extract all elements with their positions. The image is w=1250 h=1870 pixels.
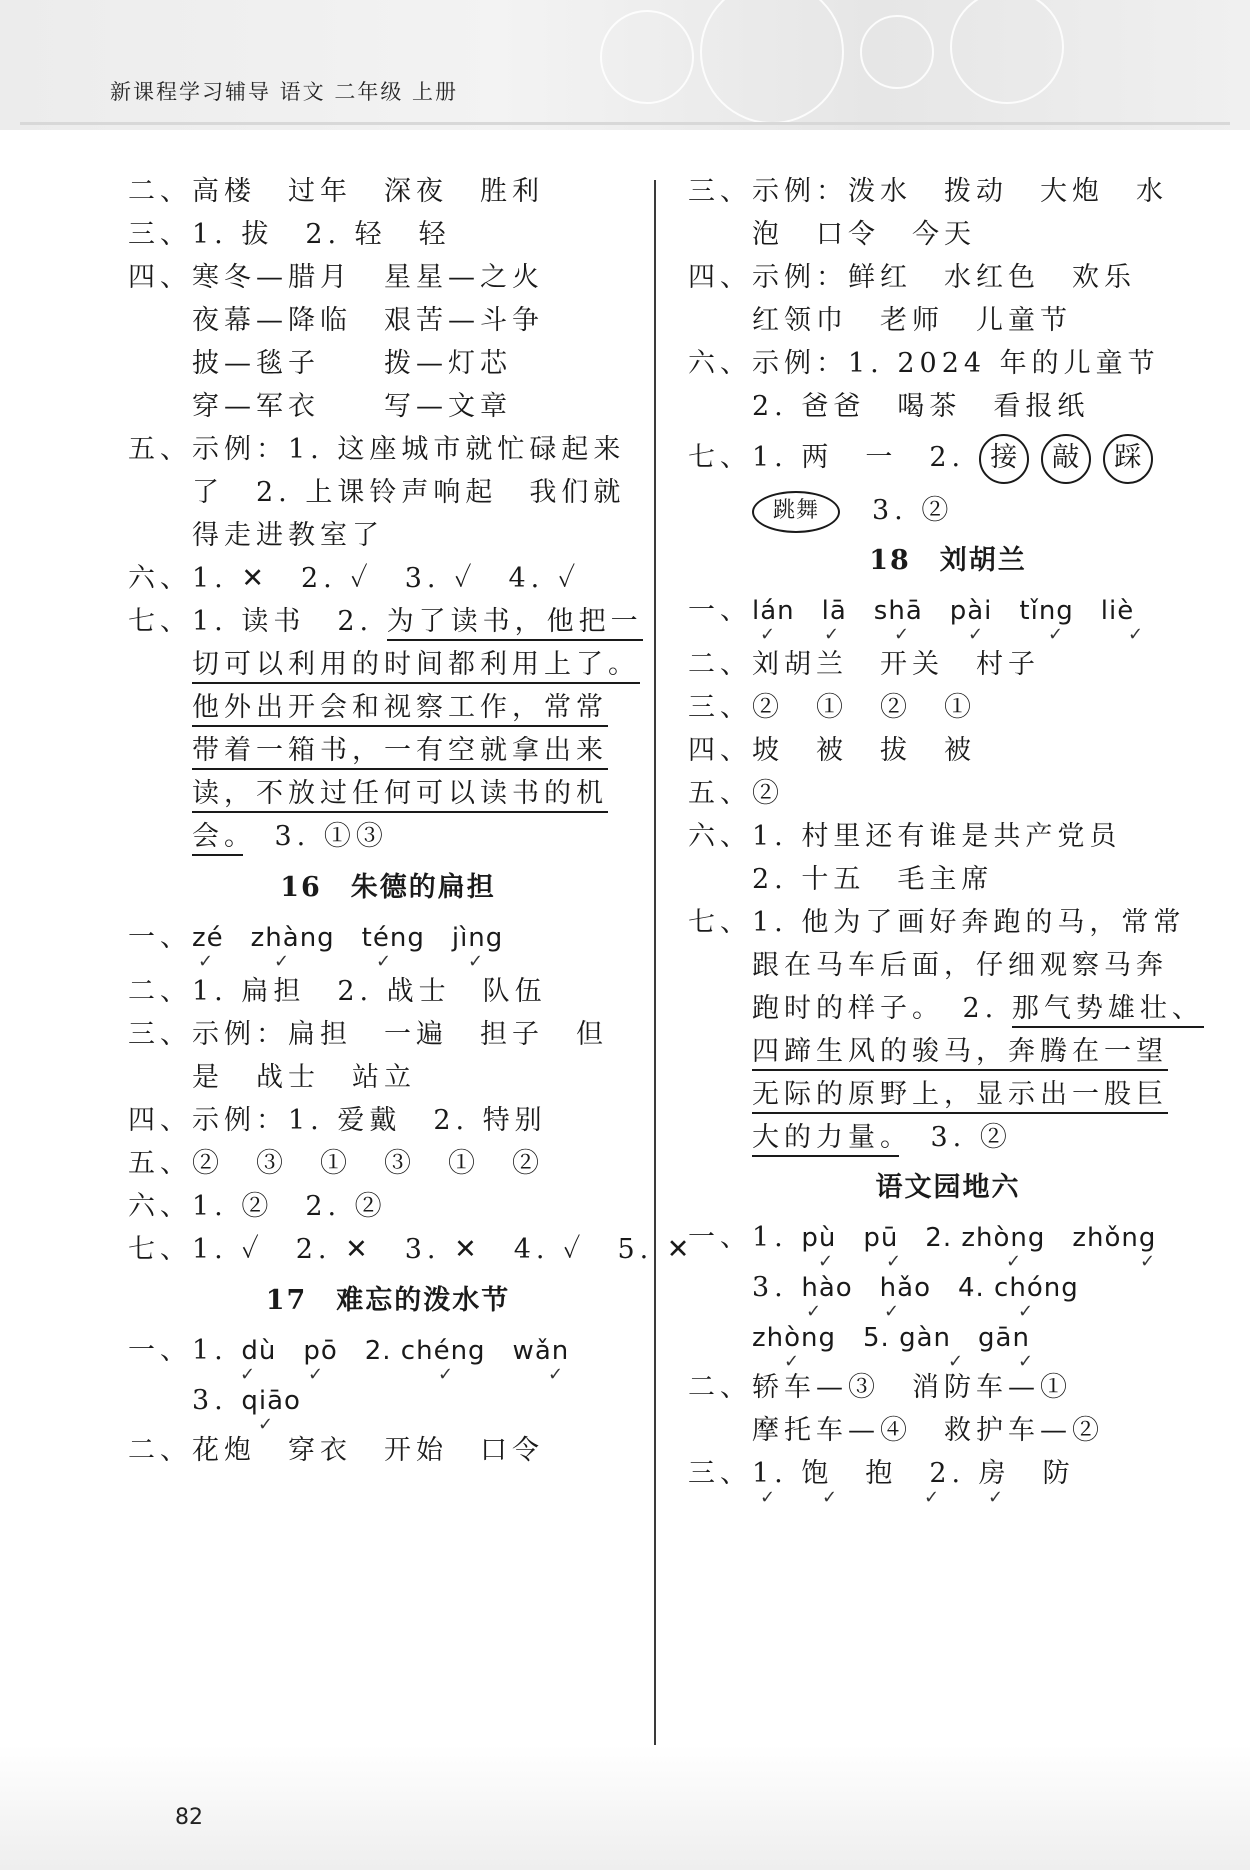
answer-text: 一、1. (128, 1335, 242, 1366)
answer-line (192, 648, 640, 682)
column-divider (654, 180, 656, 1745)
book-header-title: 新课程学习辅导 语文 二年级 上册 (110, 80, 459, 104)
underlined-answer: 无际的原野上，显示出一股巨 (752, 1079, 1168, 1114)
check-mark: ✓ (274, 951, 290, 972)
check-mark: ✓ (988, 1487, 1004, 1508)
answer-line: 五、② (688, 778, 784, 809)
answer-line: 七、1. ✓ 2. ✕ 3. ✕ 4. ✓ 5. ✕ (128, 1234, 695, 1265)
underlined-answer: 四蹄生风的骏马，奔腾在一望 (752, 1036, 1168, 1071)
check-mark: ✓ (240, 1364, 256, 1385)
answer-line: 三、示例：泼水 拨动 大炮 水 (688, 176, 1168, 207)
answer-line: 二、花炮 穿衣 开始 口令 (128, 1435, 544, 1466)
pinyin-answer: lán lā shā pài tǐng liè (752, 596, 1135, 626)
answer-line: 六、1. ② 2. ② (128, 1191, 387, 1222)
header-decoration (860, 15, 934, 89)
check-mark: ✓ (818, 1251, 834, 1272)
check-mark: ✓ (308, 1364, 324, 1385)
answer-line (752, 992, 1204, 1026)
check-mark: ✓ (258, 1414, 274, 1435)
answer-line (128, 605, 643, 639)
answer-line (192, 820, 388, 854)
check-mark: ✓ (784, 1351, 800, 1372)
answer-line: 了 2. 上课铃声响起 我们就 (192, 477, 626, 508)
underlined-answer: 读，不放过任何可以读书的机 (192, 778, 608, 813)
answer-line (688, 1221, 1156, 1255)
answer-line: 跟在马车后面，仔细观察马奔 (752, 950, 1168, 981)
check-mark: ✓ (198, 951, 214, 972)
answer-line: 四、坡 被 拔 被 (688, 735, 976, 766)
check-mark: ✓ (760, 624, 776, 645)
answer-text: 3. ② (840, 495, 954, 526)
answer-line (128, 1334, 569, 1368)
answer-line: 五、示例：1. 这座城市就忙碌起来 (128, 434, 626, 465)
answer-line (752, 1121, 1012, 1155)
pinyin-answer: zé zhàng téng jìng (192, 923, 504, 953)
check-mark: ✓ (806, 1301, 822, 1322)
check-mark: ✓ (760, 1487, 776, 1508)
answer-line (752, 490, 953, 533)
pinyin-answer: pù pū 2. zhòng zhǒng (801, 1223, 1157, 1253)
answer-line: 三、1. 饱 抱 2. 房 防 (688, 1458, 1075, 1489)
answer-line: 四、示例：鲜红 水红色 欢乐 (688, 262, 1136, 293)
check-mark: ✓ (1018, 1351, 1034, 1372)
answer-line: 二、轿车—③ 消防车—① (688, 1372, 1072, 1403)
answer-text: 3. (192, 1385, 242, 1416)
answer-line: 穿—军衣 写—文章 (192, 391, 512, 422)
pinyin-answer: hào hǎo 4. chóng (801, 1273, 1079, 1303)
answer-line: 2. 十五 毛主席 (752, 864, 994, 895)
answer-line: 四、寒冬—腊月 星星—之火 (128, 262, 544, 293)
answer-line (688, 433, 1165, 484)
answer-text: 一、 (128, 922, 192, 953)
pinyin-answer: qiāo (241, 1386, 301, 1416)
answer-line: 红领巾 老师 儿童节 (752, 305, 1072, 336)
check-mark: ✓ (894, 624, 910, 645)
answer-line: 夜幕—降临 艰苦—斗争 (192, 305, 544, 336)
underlined-answer: 那气势雄壮、 (1012, 993, 1204, 1028)
answer-line: 三、示例：扁担 一遍 担子 但 (128, 1019, 608, 1050)
answer-line: 七、1. 他为了画好奔跑的马，常常 (688, 907, 1186, 938)
check-mark: ✓ (924, 1487, 940, 1508)
section-title: 语文园地六 (875, 1172, 1021, 1203)
check-mark: ✓ (548, 1364, 564, 1385)
underlined-answer: 带着一箱书，一有空就拿出来 (192, 735, 608, 770)
header-rule (20, 122, 1230, 125)
answer-line (192, 691, 608, 725)
answer-text: 一、1. (688, 1222, 802, 1253)
answer-line: 摩托车—④ 救护车—② (752, 1415, 1104, 1446)
answer-line: 披—毯子 拨—灯芯 (192, 348, 512, 379)
answer-line: 二、高楼 过年 深夜 胜利 (128, 176, 544, 207)
answer-line: 四、示例：1. 爱戴 2. 特别 (128, 1105, 547, 1136)
lesson-title: 16 朱德的扁担 (280, 872, 496, 903)
answer-line: 五、② ③ ① ③ ① ② (128, 1148, 544, 1179)
pinyin-answer: zhòng 5. gàn gān (752, 1323, 1030, 1353)
circled-character: 接 (979, 434, 1029, 484)
underlined-answer: 为了读书，他把一 (387, 606, 643, 641)
header-band (0, 0, 1250, 130)
answer-line (752, 1035, 1168, 1069)
page-number: 82 (175, 1805, 203, 1830)
answer-line: 二、刘胡兰 开关 村子 (688, 649, 1040, 680)
answer-line (192, 734, 608, 768)
pinyin-answer: dù pō 2. chéng wǎn (241, 1336, 570, 1366)
circled-word: 跳舞 (752, 491, 840, 533)
answer-line (192, 777, 608, 811)
answer-text: 七、1. 两 一 2. (688, 442, 979, 473)
check-mark: ✓ (468, 951, 484, 972)
check-mark: ✓ (1006, 1251, 1022, 1272)
answer-line (752, 1271, 1079, 1305)
circled-character: 踩 (1103, 434, 1153, 484)
answer-line: 六、1. ✕ 2. ✓ 3. ✓ 4. ✓ (128, 563, 581, 594)
lesson-title: 17 难忘的泼水节 (265, 1285, 511, 1316)
underlined-answer: 他外出开会和视察工作，常常 (192, 692, 608, 727)
answer-line: 是 战士 站立 (192, 1062, 416, 1093)
answer-line (128, 921, 503, 955)
header-decoration (600, 10, 694, 104)
answer-text: 七、1. 读书 2. (128, 606, 387, 637)
answer-line: 三、② ① ② ① (688, 692, 976, 723)
answer-text: 跑时的样子。 2. (752, 993, 1012, 1024)
answer-line: 六、1. 村里还有谁是共产党员 (688, 821, 1122, 852)
answer-line: 2. 爸爸 喝茶 看报纸 (752, 391, 1090, 422)
check-mark: ✓ (1128, 624, 1144, 645)
answer-text: 3. (752, 1272, 802, 1303)
check-mark: ✓ (822, 1487, 838, 1508)
check-mark: ✓ (1048, 624, 1064, 645)
check-mark: ✓ (438, 1364, 454, 1385)
circled-character: 敲 (1041, 434, 1091, 484)
answer-line (752, 1321, 1030, 1355)
underlined-answer: 会。 (192, 821, 243, 856)
answer-line (192, 1384, 301, 1418)
check-mark: ✓ (968, 624, 984, 645)
answer-text: 一、 (688, 595, 752, 626)
check-mark: ✓ (948, 1351, 964, 1372)
answer-line (752, 1078, 1168, 1112)
answer-line: 三、1. 拔 2. 轻 轻 (128, 219, 451, 250)
answer-line: 得走进教室了 (192, 520, 384, 551)
answer-text: 3. ①③ (242, 821, 388, 852)
answer-line (688, 594, 1134, 628)
underlined-answer: 切可以利用的时间都利用上了。 (192, 649, 640, 684)
check-mark: ✓ (1018, 1301, 1034, 1322)
check-mark: ✓ (1140, 1251, 1156, 1272)
header-decoration (950, 0, 1064, 104)
header-decoration (700, 0, 844, 124)
lesson-title: 18 刘胡兰 (869, 545, 1027, 576)
answer-line: 六、示例：1. 2024 年的儿童节 (688, 348, 1160, 379)
answer-line: 泡 口令 今天 (752, 219, 976, 250)
answer-line: 二、1. 扁担 2. 战士 队伍 (128, 976, 547, 1007)
check-mark: ✓ (824, 624, 840, 645)
check-mark: ✓ (886, 1251, 902, 1272)
answer-text: 3. ② (898, 1122, 1012, 1153)
check-mark: ✓ (376, 951, 392, 972)
underlined-answer: 大的力量。 (752, 1122, 899, 1157)
check-mark: ✓ (884, 1301, 900, 1322)
